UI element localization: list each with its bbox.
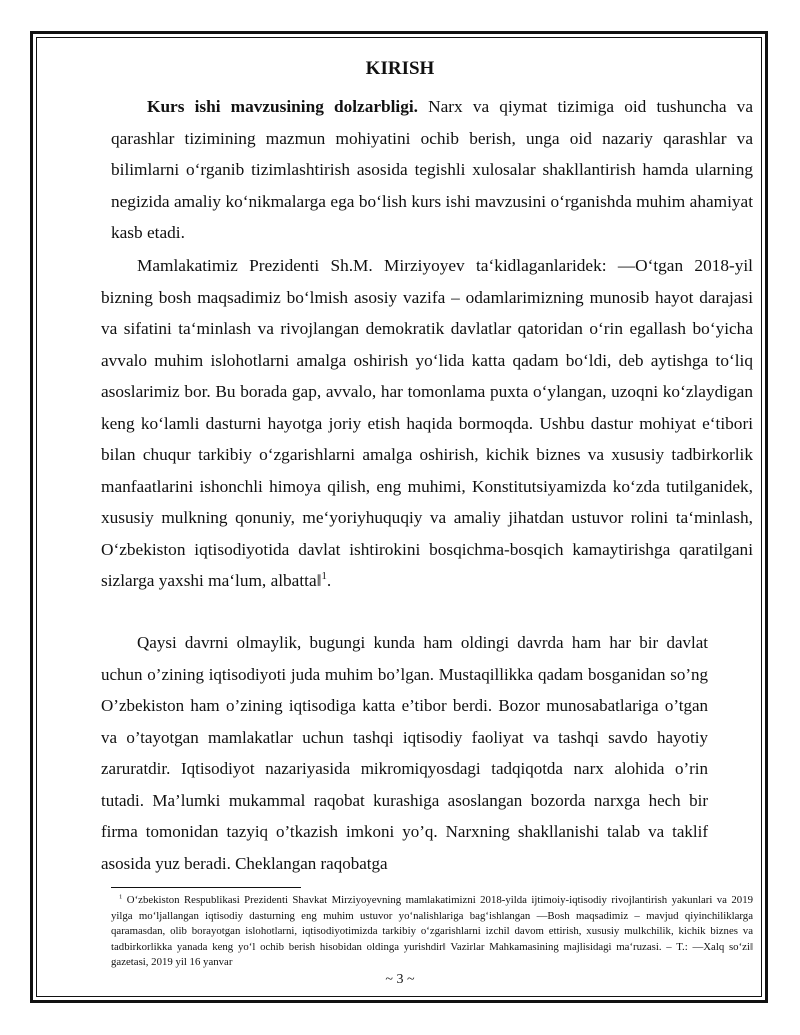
- paragraph-relevance: [111, 91, 753, 249]
- paragraph-economy: [101, 627, 708, 879]
- page-title: KIRISH: [365, 58, 435, 79]
- footnote-separator: [111, 887, 301, 888]
- paragraph-text: Qaysi davrni olmaylik, bugungi kunda ham oldingi davrda ham har bir davlat uchun o’zining iqtisodiyoti juda muhim bo’lgan. Mustaqillikka qadam bosganidan so’ng O’zbekiston ham o’zining iqtisodiga katta e’tibor berdi. Bozor munosabatlariga o’tgan va o’tayotgan mamlakatlar uchun tashqi iqtisodiy faoliyat va tashqi savdo hayotiy zaruratdir. Iqtisodiyot nazariyasida mikromiqyosdagi tadqiqotda narx alohida o’rin tutadi. Ma’lumki mukammal raqobat kurashiga asoslangan bozorda narxga hech bir firma tomonidan tazyiq o’tkazish imkoni yo’q. Narxning shakllanishi talab va taklif asosida yuz beradi. Cheklangan raqobatga: [101, 633, 708, 873]
- paragraph-lead: Kurs ishi mavzusining dolzarbligi.: [147, 97, 418, 116]
- page-number: ~ 3 ~: [385, 972, 415, 987]
- paragraph-text: Narx va qiymat tizimiga oid tushuncha va qarashlar tizimining mazmun mohiyatini ochib berish, unga oid nazariy qarashlar va bilimlarni o‘rganib tizimlashtirish asosida tegishli xulosalar shakllantirish hamda ularning negizida amaliy ko‘nikmalarga ega bo‘lish kurs ishi mavzusini o‘rganishda muhim ahamiyat kasb etadi.: [111, 97, 753, 242]
- paragraph-tail: .: [326, 571, 332, 590]
- footnote-reference[interactable]: 1: [321, 570, 327, 583]
- paragraph-text: Mamlakatimiz Prezidenti Sh.M. Mirziyoyev ta‘kidlaganlaridek: ―O‘tgan 2018-yil bizning bosh maqsadimiz bo‘lmish asosiy vazifa – odamlarimizning munosib hayot darajasi va sifatini ta‘minlash va rivojlangan demokratik davlatlar qatoridan o‘rin egallash bo‘yicha avvalo muhim islohotlarni amalga oshirish yo‘lida katta qadam bo‘ldi, deb aytishga to‘liq asoslarimiz bor. Bu borada gap, avvalo, har tomonlama puxta o‘ylangan, uzoqni ko‘zlaydigan keng ko‘lamli dasturni hayotga joriy etish haqida bormoqda. Ushbu dastur mohiyat e‘tibori bilan chuqur tarkibiy o‘zgarishlarni amalga oshirish, kichik biznes va xususiy tadbirkorlik manfaatlarini ishonchli himoya qilish, eng muhimi, Konstitutsiyamizda ko‘zda tutilganidek, xususiy mulkning qonuniy, me‘yoriyhuquqiy va amaliy jihatdan ustuvor rolini ta‘minlash, O‘zbekiston iqtisodiyotida davlat ishtirokini bosqichma-bosqich kamaytirishga qaratilgani sizlarga yaxshi ma‘lum, albatta‖: [101, 256, 753, 590]
- paragraph-president-quote: [101, 250, 753, 597]
- footnote-text: O‘zbekiston Respublikasi Prezidenti Shavkat Mirziyoyevning mamlakatimizni 2018-yilda ijtimoiy-iqtisodiy rivojlantirish yakunlari va 2019 yilga mo‘ljallangan iqtisodiy dasturning eng muhim ustuvor yo‘nalishlariga bag‘ishlangan ―Bosh maqsadimiz – mavjud qiyinchiliklarga qaramasdan, olib borayotgan islohotlarni, iqtisodiyotimizda tarkibiy o‘zgarishlarni izchil davom ettirish, xususiy mulkchilik, kichik biznes va tadbirkorlikka yanada keng yo‘l ochib berish hisobidan oldinga yurishdir‖ Vazirlar Mahkamasining majlisidagi ma‘ruzasi. – T.: ―Xalq so‘zi‖ gazetasi, 2019 yil 16 yanvar: [111, 894, 753, 968]
- footnote-marker: 1: [119, 893, 123, 901]
- footnote: [111, 893, 753, 971]
